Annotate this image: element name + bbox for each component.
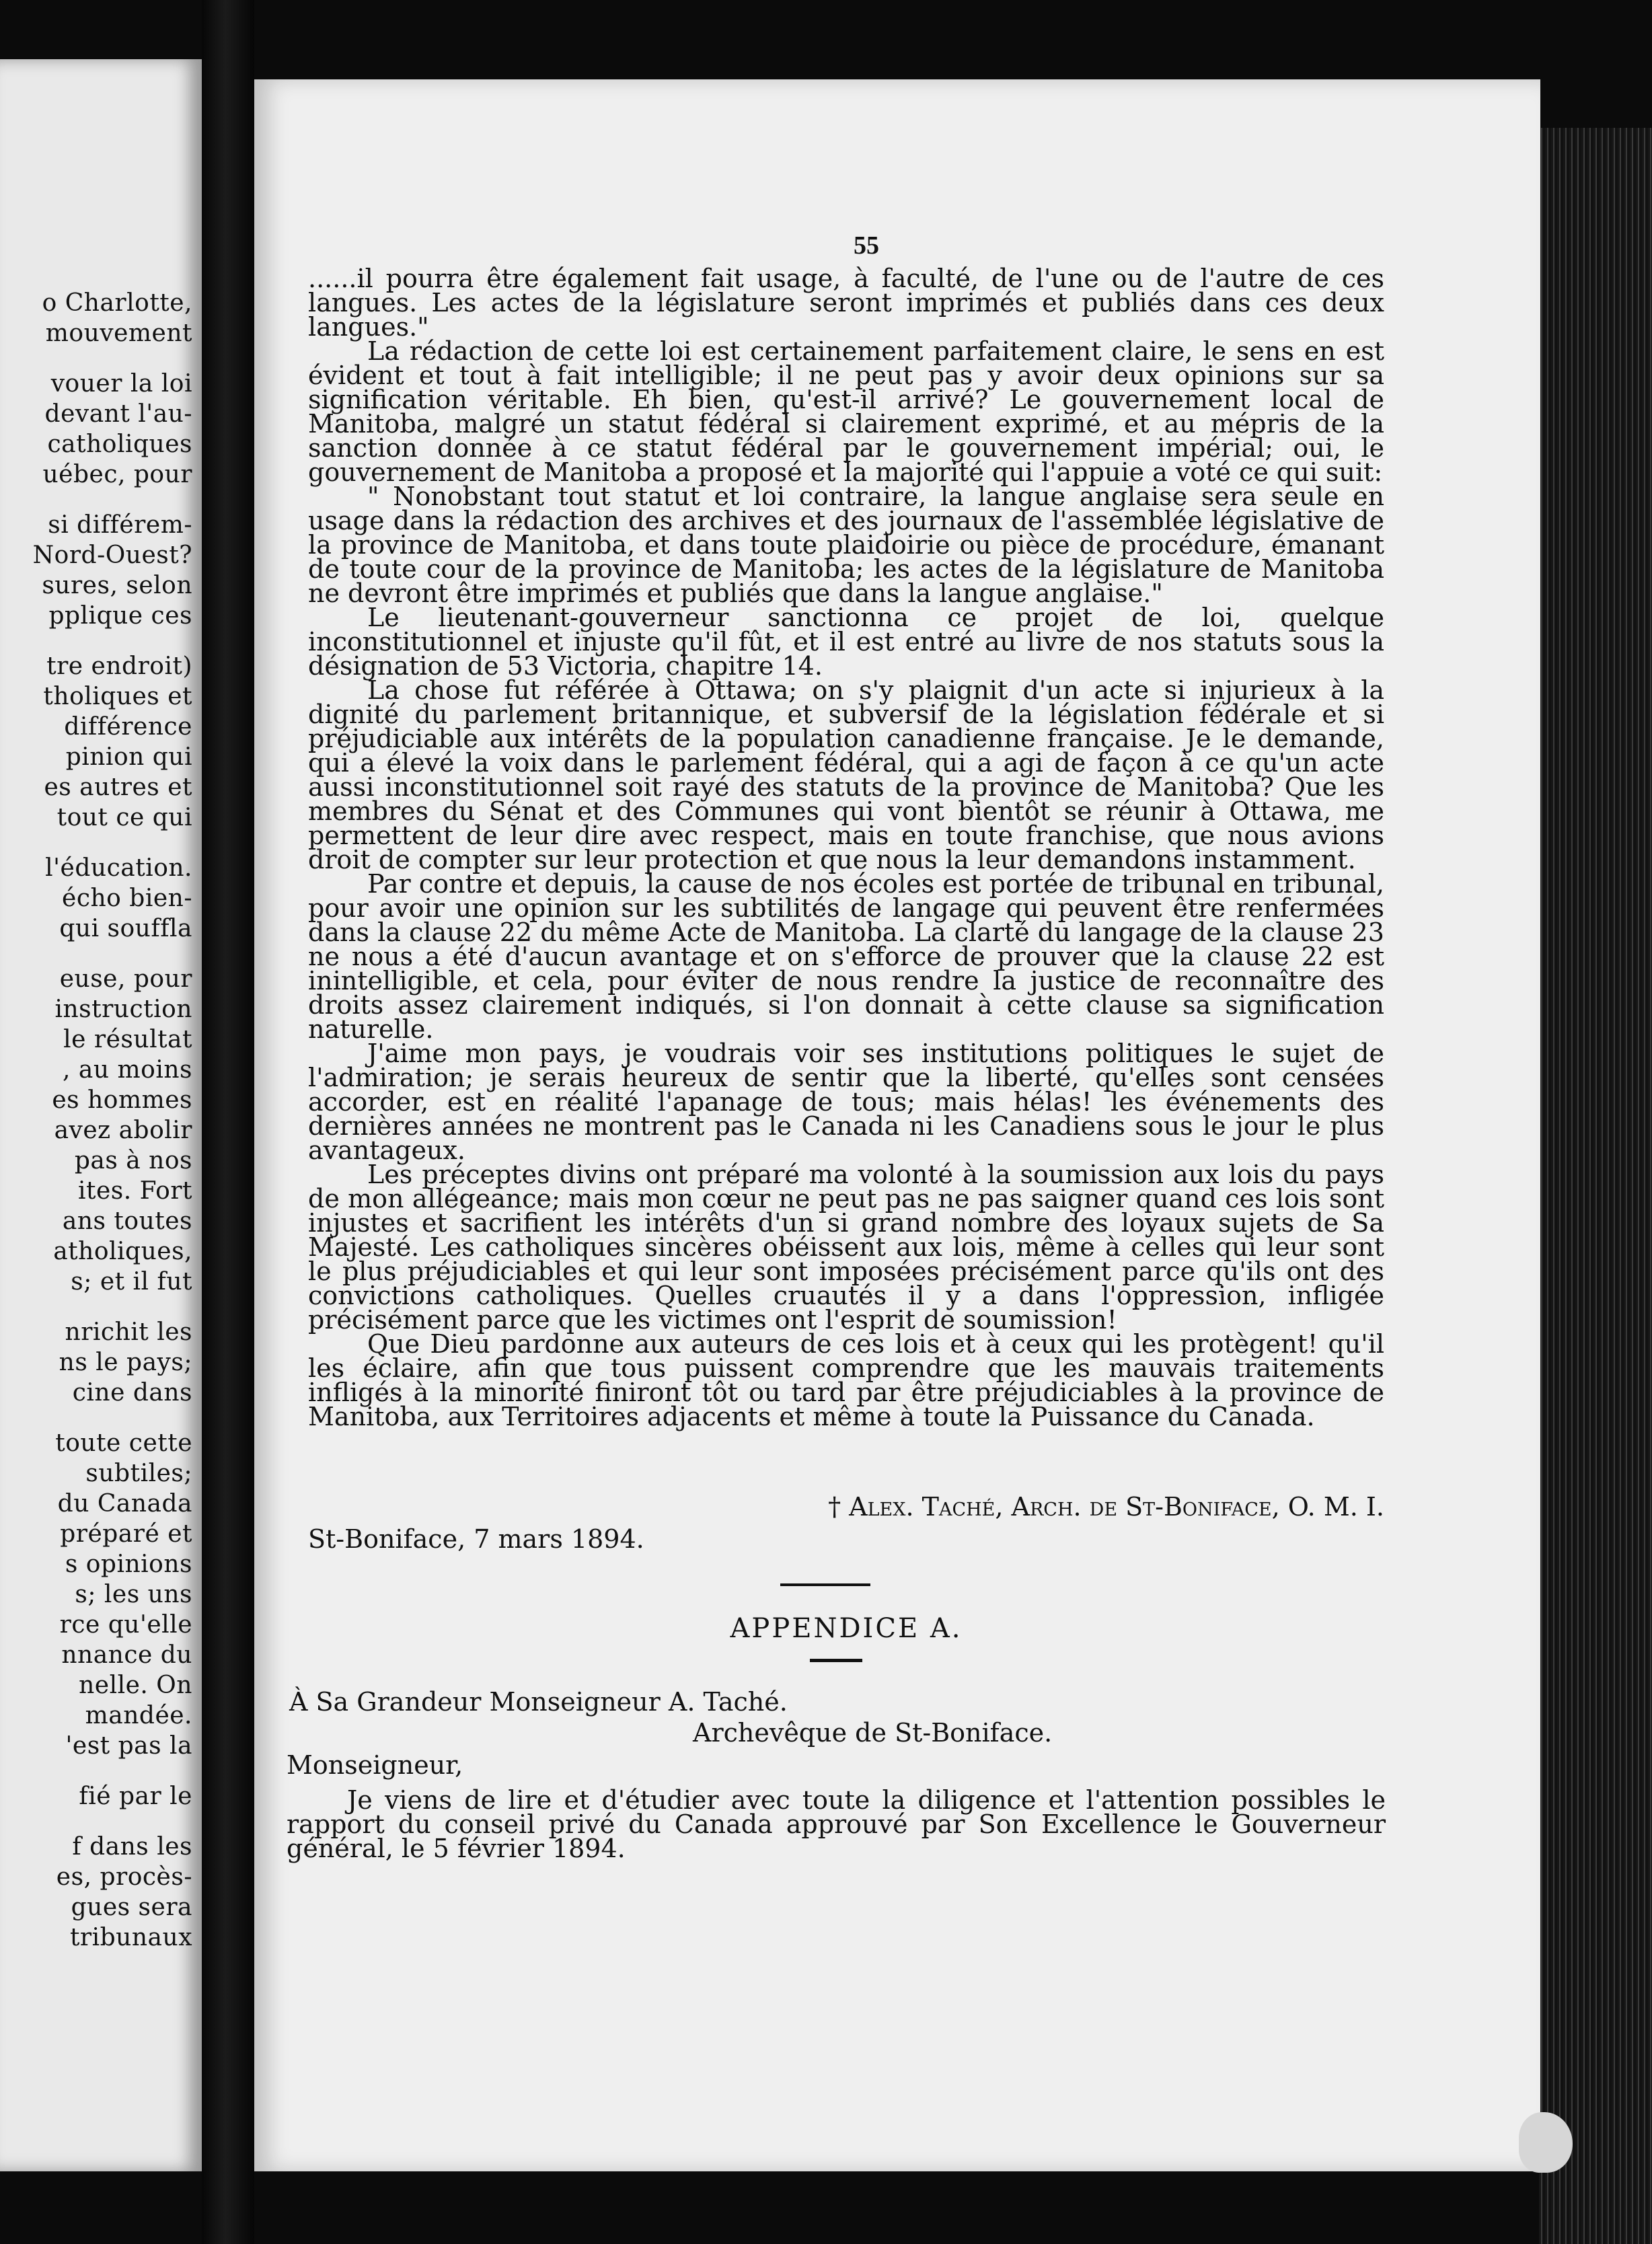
previous-page-line: tre endroit) bbox=[46, 652, 192, 680]
line-gap bbox=[0, 1761, 192, 1781]
paragraph-2: La rédaction de cette loi est certainement parfaitement claire, le sens en est évident et tout à fait intelligible; il ne peut pas y avoir deux opinions sur sa signification véritable. Eh bien, qu'est-il arrivé? Le gouvernement local de Manitoba, malgré un statut fédéral si clairement exprimé, et au mépris de la sanction donnée à ce statut fédéral par le gouvernement impérial; oui, le gouvernement de Manitoba a proposé et la majorité qui l'appuie a voté ce qui suit: bbox=[308, 336, 1384, 487]
previous-page-line: atholiques, bbox=[53, 1238, 192, 1265]
signature-date: St-Boniface, 7 mars 1894. bbox=[308, 1524, 644, 1554]
appendix-title: APPENDICE A. bbox=[730, 1613, 963, 1644]
line-gap bbox=[0, 833, 192, 853]
page-number: 55 bbox=[854, 231, 879, 260]
line-gap bbox=[0, 631, 192, 651]
signature-name: † Alex. Taché, Arch. de St-Boniface, O. M. I. bbox=[828, 1492, 1384, 1522]
previous-page-line: , au moins bbox=[63, 1056, 192, 1084]
paragraph-8: Que Dieu pardonne aux auteurs de ces lois et à ceux qui les protègent! qu'il les éclaire, afin que tous puissent comprendre que les mauvais traitements infligés à la minorité finiront tôt ou tard par être préjudiciables à la province de Manitoba, aux Territoires adjacents et même à toute la Puissance du Canada. bbox=[308, 1329, 1384, 1431]
line-gap bbox=[0, 490, 192, 510]
address-line-1: À Sa Grandeur Monseigneur A. Taché. bbox=[289, 1687, 788, 1717]
paper-damage bbox=[1519, 2112, 1573, 2173]
previous-page-line: pplique ces bbox=[48, 602, 192, 630]
previous-page-line: nelle. On bbox=[79, 1672, 192, 1699]
previous-page-line: catholiques bbox=[47, 431, 192, 458]
line-gap bbox=[0, 1297, 192, 1317]
previous-page-line: f dans les bbox=[72, 1833, 192, 1861]
previous-page-line: s; les uns bbox=[75, 1581, 192, 1608]
previous-page-line: mouvement bbox=[45, 320, 192, 347]
previous-page-line: s; et il fut bbox=[71, 1268, 192, 1296]
previous-page-line: pinion qui bbox=[65, 743, 192, 771]
previous-page-line: tout ce qui bbox=[57, 804, 192, 831]
previous-page-text bbox=[0, 288, 192, 1953]
paragraph-4: La chose fut référée à Ottawa; on s'y plaignit d'un acte si injurieux à la dignité du parlement britannique, et subversif de la législation fédérale et si préjudiciable aux intérêts de la population canadienne française. Je le demande, qui a élevé la voix dans le parlement fédéral, qui a agi de façon à ce qu'un acte aussi inconstitutionnel soit rayé des statuts de la province de Manitoba? Que les membres du Sénat et des Communes qui vont bientôt se réunir à Ottawa, me permettent de leur dire avec respect, mais en toute franchise, que nous avions droit de compter sur leur protection et que nous la leur demandons instamment. bbox=[308, 675, 1384, 874]
previous-page-line: gues sera bbox=[71, 1894, 192, 1921]
previous-page-line: tribunaux bbox=[69, 1924, 192, 1951]
previous-page-line: 'est pas la bbox=[65, 1732, 192, 1760]
previous-page-line: du Canada bbox=[57, 1490, 192, 1518]
previous-page-line: ns le pays; bbox=[59, 1349, 192, 1376]
previous-page-line: le résultat bbox=[63, 1026, 192, 1053]
title-underline bbox=[810, 1659, 862, 1662]
section-divider bbox=[780, 1583, 870, 1586]
previous-page-line: s opinions bbox=[65, 1550, 192, 1578]
previous-page-line: toute cette bbox=[55, 1429, 192, 1457]
previous-page-line: es autres et bbox=[44, 774, 192, 801]
previous-page-line: cine dans bbox=[72, 1379, 192, 1407]
line-gap bbox=[0, 944, 192, 964]
previous-page-line: o Charlotte, bbox=[42, 289, 192, 317]
paragraph-3: Le lieutenant-gouverneur sanctionna ce projet de loi, quelque inconstitutionnel et injuste qu'il fût, et il est entré au livre de nos statuts sous la désignation de 53 Victoria, chapitre 14. bbox=[308, 603, 1384, 681]
signature-block bbox=[308, 1492, 1384, 1553]
paragraph-1: ......il pourra être également fait usage, à faculté, de l'une ou de l'autre de ces langues. Les actes de la législature seront imprimés et publiés dans ces deux langues." bbox=[308, 264, 1384, 342]
previous-page-line: l'éducation. bbox=[45, 854, 192, 882]
book-gutter bbox=[202, 0, 254, 2244]
paragraph-6: J'aime mon pays, je voudrais voir ses institutions politiques le sujet de l'admiration; je serais heureux de sentir que la liberté, qu'elles sont censées accorder, est en réalité l'apanage de tous; mais hélas! les événements des dernières années ne montrent pas le Canada ni les Canadiens sous le jour le plus avantageux. bbox=[308, 1039, 1384, 1165]
body-text bbox=[308, 266, 1384, 1429]
previous-page-line: ites. Fort bbox=[77, 1177, 192, 1205]
previous-page-line: nnance du bbox=[61, 1641, 192, 1669]
previous-page-line: vouer la loi bbox=[50, 370, 192, 398]
previous-page-line: tholiques et bbox=[43, 683, 192, 710]
appendix-text: Je viens de lire et d'étudier avec toute la diligence et l'attention possibles le rapport du conseil privé du Canada approuvé par Son Excellence le Gouverneur général, le 5 février 1894. bbox=[287, 1785, 1386, 1863]
previous-page-line: uébec, pour bbox=[42, 461, 192, 488]
previous-page-line: Nord-Ouest? bbox=[32, 541, 192, 569]
previous-page-line: devant l'au- bbox=[44, 400, 192, 428]
previous-page-line: sures, selon bbox=[42, 572, 192, 599]
previous-page-line: qui souffla bbox=[59, 915, 192, 942]
paragraph-5: Par contre et depuis, la cause de nos écoles est portée de tribunal en tribunal, pour avoir une opinion sur les subtilités de langage qui peuvent être renfermées dans la clause 22 du même Acte de Manitoba. La clarté du langage de la clause 23 ne nous a été d'aucun avantage et on s'efforce de prouver que la clause 22 est inintelligible, et cela, pour éviter de nous rendre la justice de reconnaître des droits assez clairement indiqués, si l'on donnait à cette clause sa signification naturelle. bbox=[308, 869, 1384, 1044]
previous-page-line: es hommes bbox=[52, 1086, 192, 1114]
previous-page-line: si différem- bbox=[48, 511, 192, 539]
quoted-statute: " Nonobstant tout statut et loi contraire, la langue anglaise sera seule en usage dans la rédaction des archives et des journaux de l'assemblée législative de la province de Manitoba, et dans toute plaidoirie ou pièce de procédure, émanant de toute cour de la province de Manitoba; les actes de la législature de Manitoba ne devront être imprimés et publiés que dans la langue anglaise." bbox=[308, 482, 1384, 608]
previous-page-line: fié par le bbox=[79, 1783, 192, 1810]
line-gap bbox=[0, 348, 192, 369]
previous-page-fragment bbox=[0, 59, 202, 2171]
previous-page-line: instruction bbox=[54, 996, 192, 1023]
previous-page-line: préparé et bbox=[60, 1520, 192, 1548]
previous-page-line: écho bien- bbox=[62, 885, 192, 912]
salutation: Monseigneur, bbox=[287, 1750, 463, 1780]
previous-page-line: subtiles; bbox=[85, 1460, 192, 1487]
line-gap bbox=[0, 1408, 192, 1428]
previous-page-line: mandée. bbox=[85, 1702, 192, 1729]
line-gap bbox=[0, 1811, 192, 1832]
previous-page-line: euse, pour bbox=[59, 965, 192, 993]
previous-page-line: avez abolir bbox=[54, 1117, 192, 1144]
page-edges bbox=[1539, 128, 1652, 2244]
document-page bbox=[254, 79, 1540, 2171]
previous-page-line: ans toutes bbox=[62, 1207, 192, 1235]
previous-page-line: rce qu'elle bbox=[59, 1611, 192, 1639]
previous-page-line: nrichit les bbox=[65, 1318, 192, 1346]
previous-page-line: pas à nos bbox=[74, 1147, 192, 1174]
previous-page-line: différence bbox=[64, 713, 192, 741]
address-line-2: Archevêque de St-Boniface. bbox=[693, 1718, 1053, 1748]
paragraph-7: Les préceptes divins ont préparé ma volonté à la soumission aux lois du pays de mon allégeance; mais mon cœur ne peut pas ne pas saigner quand ces lois sont injustes et sacrifient les intérêts d'un si grand nombre des loyaux sujets de Sa Majesté. Les catholiques sincères obéissent aux lois, même à celles qui leur sont le plus préjudiciables et qui leur sont imposées précisément parce qu'ils ont des convictions catholiques. Quelles cruautés il y a dans l'oppression, infligée précisément parce que les victimes ont l'esprit de soumission! bbox=[308, 1160, 1384, 1335]
previous-page-line: es, procès- bbox=[56, 1863, 192, 1891]
